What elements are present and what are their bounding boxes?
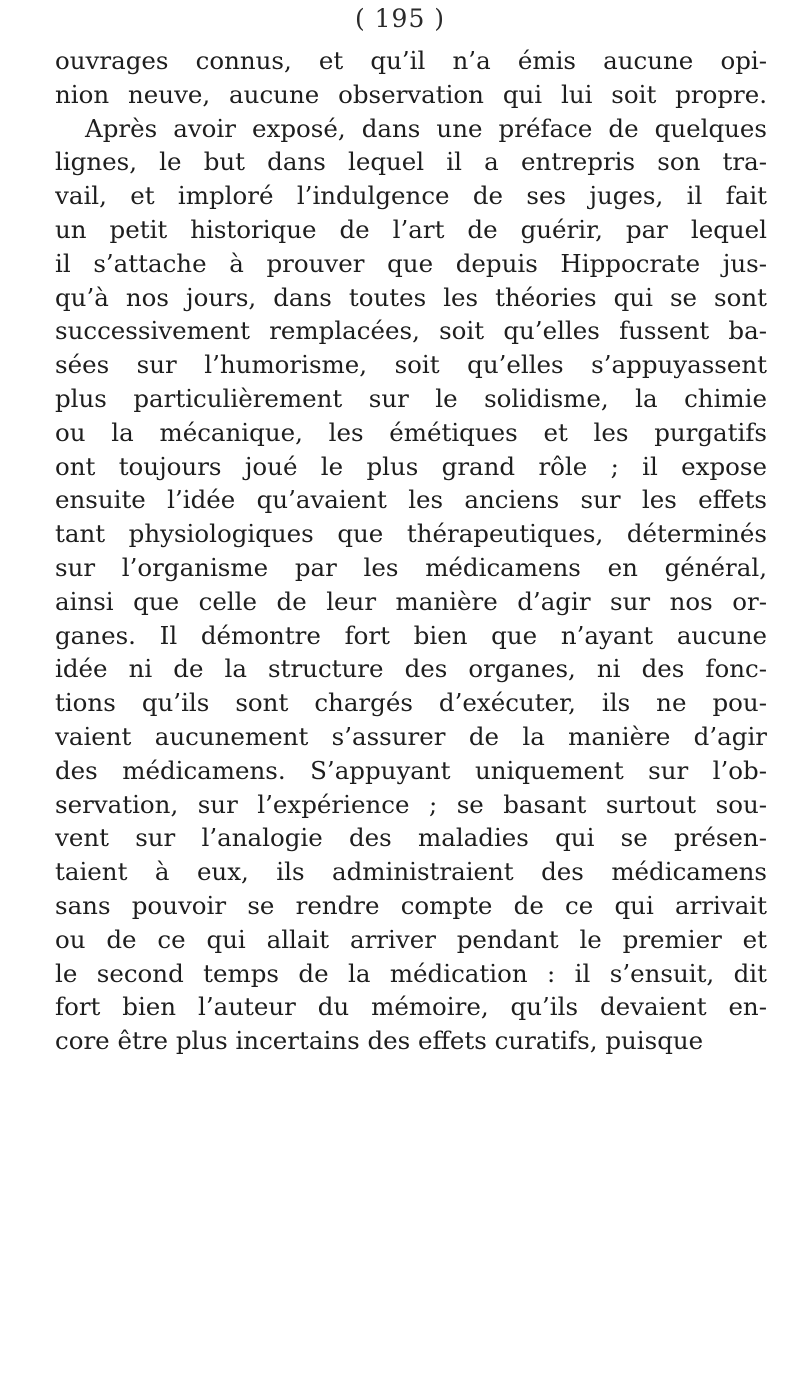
text-line: ouvrages connus, et qu’il n’a émis aucune opi- (55, 46, 767, 75)
page-number: ( 195 ) (354, 4, 446, 33)
text-line: fort bien l’auteur du mémoire, qu’ils devaient en- (55, 992, 767, 1022)
text-line: tions qu’ils sont chargés d’exécuter, ils ne pou- (55, 688, 767, 718)
text-line: vaient aucunement s’assurer de la manière d’agir (55, 721, 767, 751)
text-line: Après avoir exposé, dans une préface de quelques (85, 113, 767, 143)
text-line: servation, sur l’expérience ; se basant surtout sou- (55, 789, 767, 819)
text-line: ganes. Il démontre fort bien que n’ayant aucune (55, 620, 767, 650)
text-line: sur l’organisme par les médicamens en général, (55, 552, 767, 582)
text-line: tant physiologiques que thérapeutiques, déterminés (55, 519, 767, 549)
text-line: nion neuve, aucune observation qui lui soit propre. (55, 79, 767, 109)
text-line: ont toujours joué le plus grand rôle ; il expose (55, 451, 767, 481)
text-line: lignes, le but dans lequel il a entrepris son tra- (55, 147, 767, 177)
text-line: ou la mécanique, les émétiques et les purgatifs (55, 417, 767, 447)
text-line: successivement remplacées, soit qu’elles fussent ba- (55, 316, 767, 346)
text-line: sées sur l’humorisme, soit qu’elles s’appuyassent (55, 350, 767, 380)
text-line: vent sur l’analogie des maladies qui se présen- (55, 823, 767, 853)
text-line: plus particulièrement sur le solidisme, la chimie (55, 383, 767, 413)
text-line: sans pouvoir se rendre compte de ce qui arrivait (55, 890, 767, 920)
text-line: le second temps de la médication : il s’ensuit, dit (55, 958, 767, 988)
text-line: vail, et imploré l’indulgence de ses juges, il fait (55, 181, 767, 211)
body-text (55, 44, 767, 1058)
text-line: des médicamens. S’appuyant uniquement sur l’ob- (55, 755, 767, 785)
text-line: core être plus incertains des effets curatifs, puisque (55, 1026, 704, 1056)
text-line: il s’attache à prouver que depuis Hippocrate jus- (55, 248, 767, 278)
text-line: un petit historique de l’art de guérir, par lequel (55, 214, 767, 244)
text-line: ou de ce qui allait arriver pendant le premier et (55, 924, 767, 954)
text-line: ensuite l’idée qu’avaient les anciens sur les effets (55, 485, 767, 515)
text-line: ainsi que celle de leur manière d’agir sur nos or- (55, 586, 767, 616)
text-line: taient à eux, ils administraient des médicamens (55, 857, 767, 887)
text-line: qu’à nos jours, dans toutes les théories qui se sont (55, 282, 767, 312)
text-line: idée ni de la structure des organes, ni des fonc- (55, 654, 767, 684)
